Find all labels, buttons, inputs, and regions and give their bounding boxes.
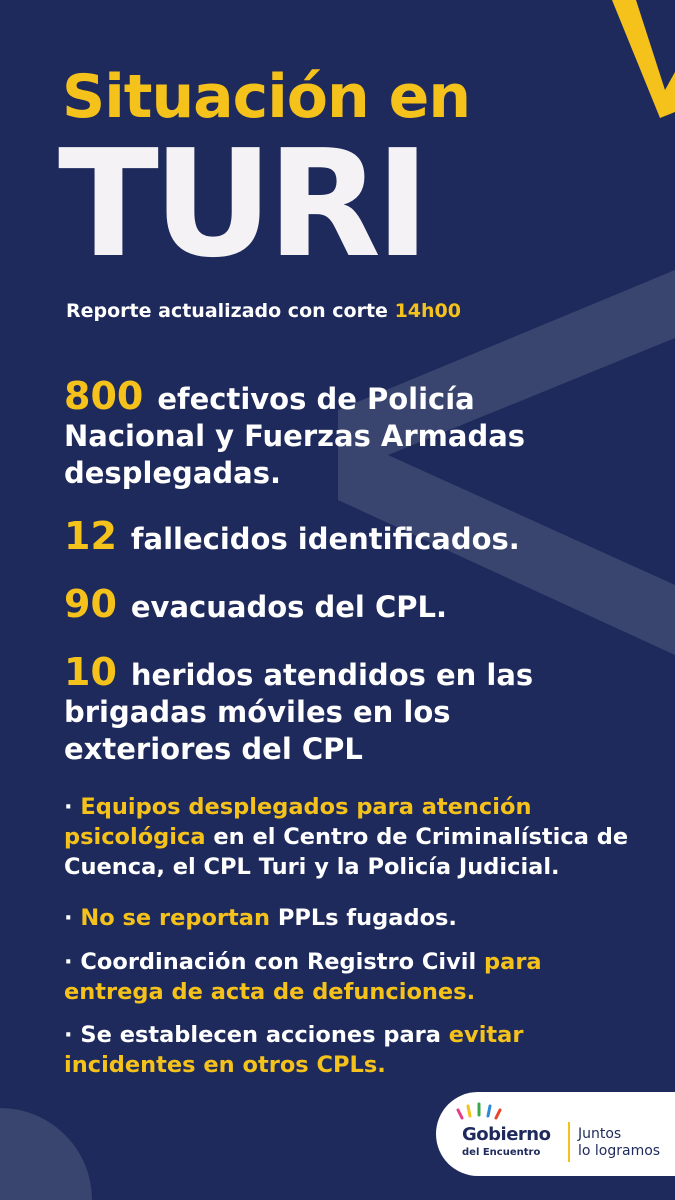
title-line-1: Situación en [62,62,471,132]
stat-number: 800 [64,374,144,418]
stat-number: 90 [64,582,117,626]
title-line-2: TURI [58,118,425,290]
bullet-dot: · [64,1022,73,1048]
bullet-no-escapes [64,903,644,933]
bullet-highlight: No se reportan [80,905,270,931]
bullet-highlight: evitar incidentes en otros CPLs. [64,1022,524,1078]
stat-injured [64,650,624,768]
logo-name: Gobierno [462,1124,551,1145]
bullet-psychological [64,792,644,882]
bullet-text: PPLs fugados. [270,905,457,931]
tagline-line-2: lo logramos [578,1143,661,1159]
subtitle-prefix: Reporte actualizado con corte [66,300,388,322]
bullet-dot: · [64,794,73,820]
logo-tagline [578,1126,660,1160]
report-subtitle [66,300,461,322]
stat-text: heridos atendidos en las brigadas móviles en los exteriores del CPL [64,658,534,766]
bullet-text: en el Centro de Criminalística de Cuenca, el CPL Turi y la Policía Judicial. [64,824,629,880]
stat-text: evacuados del CPL. [130,590,447,624]
bullet-text: Se establecen acciones para [80,1022,449,1048]
bullet-text: Coordinación con Registro Civil [80,949,485,975]
stat-officers [64,374,624,492]
yellow-corner-shape [612,0,675,118]
stat-text: fallecidos identificados. [130,522,520,556]
stat-text: efectivos de Policía Nacional y Fuerzas Armadas desplegadas. [64,382,526,490]
logo-divider [568,1122,570,1162]
bullet-civil-registry [64,947,644,1007]
bullet-dot: · [64,949,73,975]
bottom-circle-shape [0,1108,92,1200]
subtitle-time: 14h00 [394,300,461,322]
logo-subname: del Encuentro [462,1147,541,1158]
stat-deceased [64,514,624,558]
bullet-dot: · [64,905,73,931]
tagline-line-1: Juntos [578,1126,622,1142]
government-logo [436,1092,675,1176]
stat-number: 12 [64,514,117,558]
bullet-highlight: para entrega de acta de defunciones. [64,949,542,1005]
sun-rays-icon [452,1102,512,1124]
bullet-highlight: Equipos desplegados para atención psicológica [64,794,532,850]
bullet-prevent-incidents [64,1020,644,1080]
stat-evacuated [64,582,624,626]
stat-number: 10 [64,650,117,694]
